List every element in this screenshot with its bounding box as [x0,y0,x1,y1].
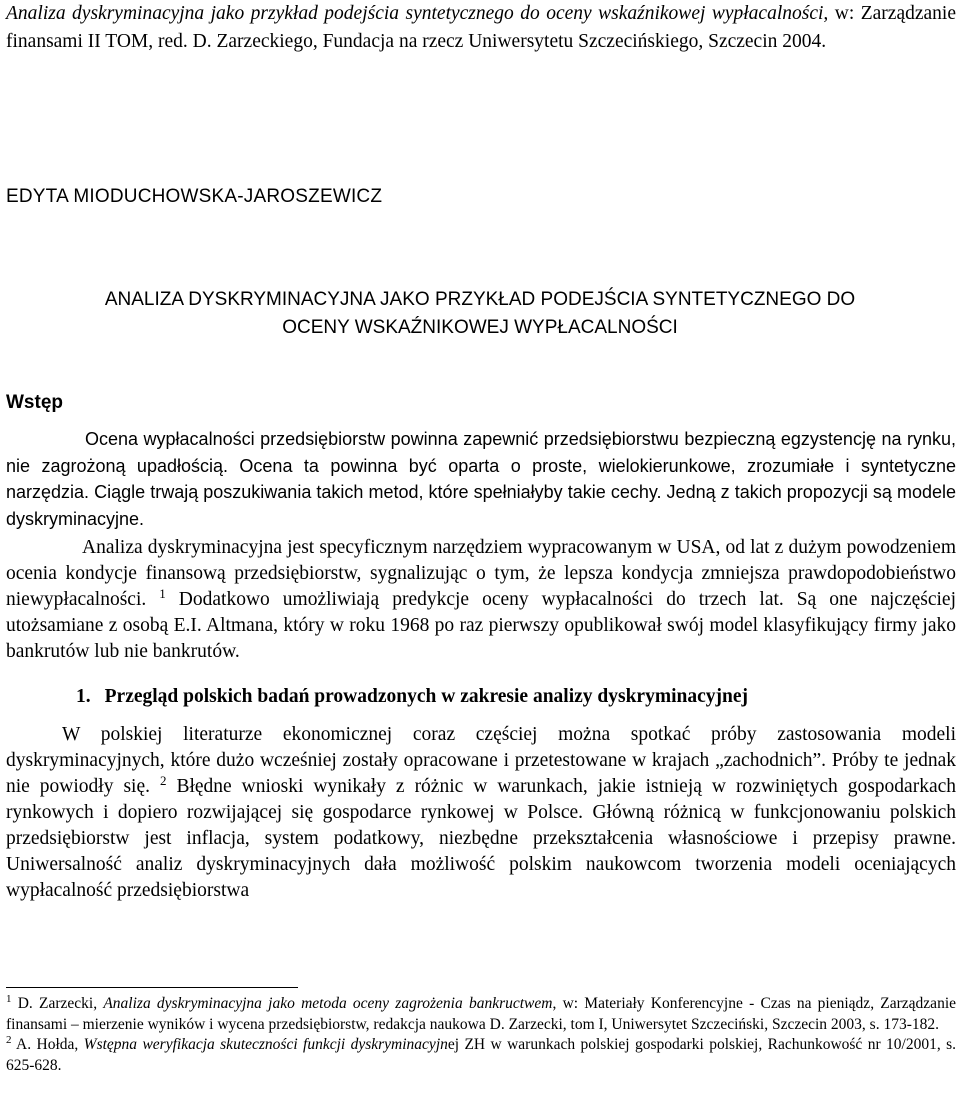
paragraph-1-text-b: Dodatkowo umożliwiają predykcje oceny wypłacalności do trzech lat. Są one najczęściej utożsamiane z osobą E.I. Altmana, który w roku 1968 po raz pierwszy opublikował swój model klasyfikujący firmy jako bankrutów lub nie bankrutów. [6,589,957,662]
citation [6,0,956,56]
citation-title: Analiza dyskryminacyjna jako przykład podejścia syntetycznego do oceny wskaźnikowej wypłacalności, [6,3,829,24]
body-paragraph-1 [6,535,956,665]
footnote-ref-2[interactable]: 2 [159,773,167,788]
footnote-1-post: , w: Materiały Konferencyjne - Czas na pieniądz, Zarządzanie finansami – mierzenie wyników i wycena przedsiębiorstw, redakcja naukowa D. Zarzecki, tom I, Uniwersytet Szczeciński, Szczecin 2003, s. 173-182. [6,995,957,1033]
section-number: 1. [76,686,91,707]
footnote-mark-2: 2 [6,1034,12,1046]
footnote-divider [6,987,298,988]
footnote-2-pre: A. Hołda, [11,1036,84,1053]
footnotes [6,994,956,1076]
paragraph-2-text-a: W polskiej literaturze ekonomicznej coraz częściej można spotkać próby zastosowania modeli dyskryminacyjnych, które dużo wcześniej zostały opracowane i przetestowane w krajach „zachodnich”. Próby te jednak nie powiodły się. [6,724,956,797]
footnote-mark-1: 1 [6,993,12,1005]
paragraph-text [6,722,956,904]
footnote-2-title: Wstępna weryfikacja skuteczności funkcji dyskryminacyjn [83,1036,448,1053]
author-name: EDYTA MIODUCHOWSKA-JAROSZEWICZ [6,186,383,207]
paragraph-1-text-a: Analiza dyskryminacyjna jest specyficznym narzędziem wypracowanym w USA, od lat z dużym powodzeniem ocenia kondycje finansową przedsiębiorstw, sygnalizując o tym, że lepsza kondycja zmniejsza prawdopodobieństwo niewypłacalności. [6,537,956,610]
footnote-2 [6,1035,956,1076]
article-title-line-2: OCENY WSKAŹNIKOWEJ WYPŁACALNOŚCI [282,317,678,338]
footnote-1-pre: D. Zarzecki, [11,995,104,1012]
section-title: Przegląd polskich badań prowadzonych w zakresie analizy dyskryminacyjnej [104,686,748,707]
intro-paragraph: Ocena wypłacalności przedsiębiorstw powinna zapewnić przedsiębiorstwu bezpieczną egzystencję na rynku, nie zagrożoną upadłością. Ocena ta powinna być oparta o proste, wielokierunkowe, zrozumiałe i syntetyczne narzędzia. Ciągle trwają poszukiwania takich metod, które spełniałyby takie cechy. Jedną z takich propozycji są modele dyskryminacyjne. [6,429,956,529]
article-title [0,286,960,342]
section-heading [76,684,748,710]
footnote-ref-1[interactable]: 1 [159,586,166,601]
paragraph-text [6,535,956,665]
intro-heading: Wstęp [6,392,63,413]
article-title-line-1: ANALIZA DYSKRYMINACYJNA JAKO PRZYKŁAD PODEJŚCIA SYNTETYCZNEGO DO [104,289,856,310]
footnote-1 [6,994,956,1035]
citation-details: w: Zarządzanie finansami II TOM, red. D. Zarzeckiego, Fundacja na rzecz Uniwersytetu Szczecińskiego, Szczecin 2004. [6,3,956,52]
paragraph-2-text-b: Błędne wnioski wynikały z różnic w warunkach, jakie istnieją w rozwiniętych gospodarkach rynkowych i dopiero rozwijającej się gospodarce rynkowej w Polsce. Główną różnicą w funkcjonowaniu polskich przedsiębiorstw jest inflacja, system podatkowy, niezbędne przekształcenia własnościowe i przepisy prawne. Uniwersalność analiz dyskryminacyjnych dała możliwość polskim naukowcom tworzenia modeli oceniających wypłacalność przedsiębiorstwa [6,776,957,901]
footnote-1-title: Analiza dyskryminacyjna jako metoda oceny zagrożenia bankructwem [103,995,553,1012]
intro-section [6,426,956,532]
footnote-2-post: ej ZH w warunkach polskiej gospodarki polskiej, Rachunkowość nr 10/2001, s. 625-628. [6,1036,957,1074]
body-paragraph-2 [6,722,956,904]
